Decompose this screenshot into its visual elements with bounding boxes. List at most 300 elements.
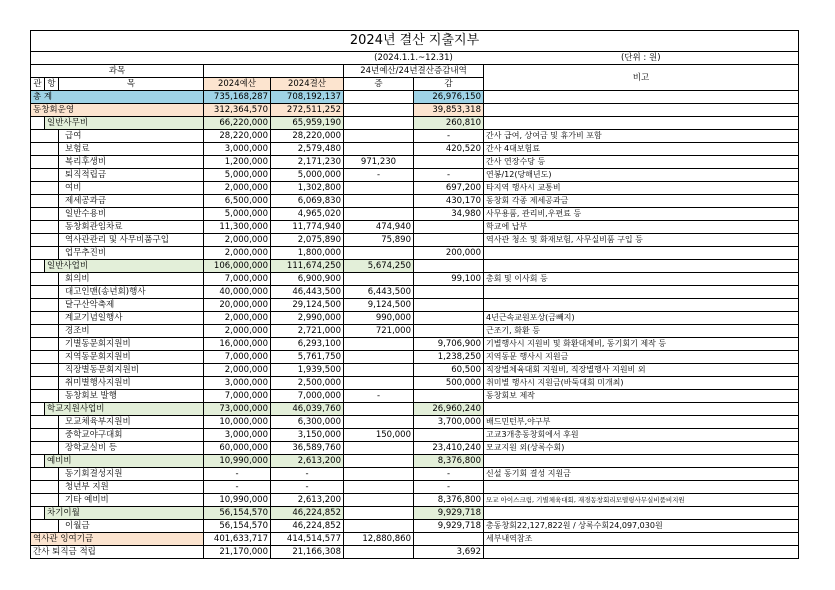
- actual-cell: 29,124,500: [271, 299, 344, 312]
- row-label: 장학교실비 등: [59, 442, 204, 455]
- row-indent: [31, 377, 59, 390]
- row-label: 동창회보 발행: [59, 390, 204, 403]
- budget-cell: 60,000,000: [204, 442, 271, 455]
- remark-cell: 지역동문 행사시 지원금: [484, 351, 799, 364]
- remark-cell: 간사 급여, 상여금 및 휴가비 포함: [484, 130, 799, 143]
- decrease-cell: 430,170: [414, 195, 484, 208]
- table-row: [31, 442, 799, 455]
- actual-cell: 6,900,900: [271, 273, 344, 286]
- budget-cell: 11,300,000: [204, 221, 271, 234]
- actual-cell: 36,589,760: [271, 442, 344, 455]
- row-indent: [31, 325, 59, 338]
- increase-cell: [344, 416, 414, 429]
- decrease-cell: 26,960,240: [414, 403, 484, 416]
- remark-cell: [484, 546, 799, 559]
- table-row: [31, 195, 799, 208]
- budget-cell: 1,200,000: [204, 156, 271, 169]
- row-indent: [31, 169, 59, 182]
- row-indent: [31, 390, 59, 403]
- remark-cell: 타지역 행사시 교통비: [484, 182, 799, 195]
- remark-cell: 직장별체육대회 지원비, 직장별행사 지원비 외: [484, 364, 799, 377]
- header-decrease: 감: [414, 78, 484, 91]
- row-label: 기별동문회지원비: [59, 338, 204, 351]
- actual-cell: 4,965,020: [271, 208, 344, 221]
- table-row: [31, 390, 799, 403]
- row-label: 급여: [59, 130, 204, 143]
- header-mok: 목: [59, 78, 204, 91]
- actual-cell: 1,939,500: [271, 364, 344, 377]
- decrease-cell: 34,980: [414, 208, 484, 221]
- decrease-cell: [414, 260, 484, 273]
- row-indent: [31, 273, 59, 286]
- actual-cell: 6,293,100: [271, 338, 344, 351]
- period: (2024.1.1.~12.31): [374, 53, 453, 63]
- row-label: 여비: [59, 182, 204, 195]
- row-label: 일반수용비: [59, 208, 204, 221]
- decrease-cell: 9,929,718: [414, 507, 484, 520]
- decrease-cell: 9,706,900: [414, 338, 484, 351]
- budget-cell: 2,000,000: [204, 364, 271, 377]
- remark-cell: [484, 247, 799, 260]
- table-row: [31, 260, 799, 273]
- row-label: 간사 퇴직금 적립: [31, 546, 204, 559]
- decrease-cell: 60,500: [414, 364, 484, 377]
- table-row: [31, 208, 799, 221]
- row-indent: [31, 312, 59, 325]
- increase-cell: [344, 494, 414, 507]
- actual-cell: -: [271, 481, 344, 494]
- budget-cell: 2,000,000: [204, 182, 271, 195]
- table-row: [31, 533, 799, 546]
- increase-cell: [344, 442, 414, 455]
- increase-cell: [344, 364, 414, 377]
- row-label: 총 계: [31, 91, 204, 104]
- budget-cell: 66,220,000: [204, 117, 271, 130]
- increase-cell: [344, 273, 414, 286]
- row-indent: [31, 143, 59, 156]
- increase-cell: 971,230: [344, 156, 414, 169]
- table-row: [31, 169, 799, 182]
- budget-cell: 2,000,000: [204, 247, 271, 260]
- table-row: [31, 247, 799, 260]
- unit-label: (단위 : 원): [484, 52, 799, 65]
- budget-cell: 2,000,000: [204, 325, 271, 338]
- row-indent: [31, 195, 59, 208]
- budget-cell: 10,000,000: [204, 416, 271, 429]
- budget-cell: 16,000,000: [204, 338, 271, 351]
- actual-cell: 28,220,000: [271, 130, 344, 143]
- table-row: [31, 403, 799, 416]
- remark-cell: 모교지원 외(상록수회): [484, 442, 799, 455]
- remark-cell: 동창회보 제작: [484, 390, 799, 403]
- row-label: 예비비: [45, 455, 204, 468]
- row-label: 달구산악축제: [59, 299, 204, 312]
- remark-cell: [484, 455, 799, 468]
- row-indent: [31, 481, 59, 494]
- actual-cell: 2,171,230: [271, 156, 344, 169]
- header-compare-group: 24년예산/24년결산증감내역: [344, 65, 484, 78]
- actual-cell: 111,674,250: [271, 260, 344, 273]
- table-row: [31, 481, 799, 494]
- increase-cell: 150,000: [344, 429, 414, 442]
- table-row: [31, 377, 799, 390]
- actual-cell: 7,000,000: [271, 390, 344, 403]
- budget-cell: 735,168,287: [204, 91, 271, 104]
- budget-cell: 5,000,000: [204, 169, 271, 182]
- row-indent: [31, 117, 45, 130]
- remark-cell: 총회 및 이사회 등: [484, 273, 799, 286]
- budget-cell: 10,990,000: [204, 494, 271, 507]
- row-indent: [31, 364, 59, 377]
- actual-cell: -: [271, 468, 344, 481]
- budget-cell: -: [204, 481, 271, 494]
- remark-cell: [484, 104, 799, 117]
- budget-cell: 2,000,000: [204, 234, 271, 247]
- table-row: [31, 494, 799, 507]
- actual-cell: 46,039,760: [271, 403, 344, 416]
- table-row: [31, 143, 799, 156]
- budget-cell: 7,000,000: [204, 390, 271, 403]
- row-label: 취미별행사지원비: [59, 377, 204, 390]
- remark-cell: 4년근속교원포상(금빼지): [484, 312, 799, 325]
- remark-cell: 총동창회22,127,822원 / 상록수회24,097,030원: [484, 520, 799, 533]
- remark-cell: 동창회 각종 제세공과금: [484, 195, 799, 208]
- actual-cell: 3,150,000: [271, 429, 344, 442]
- table-row: [31, 546, 799, 559]
- remark-cell: [484, 507, 799, 520]
- budget-cell: 7,000,000: [204, 273, 271, 286]
- row-label: 업무추진비: [59, 247, 204, 260]
- row-label: 동기회결성지원: [59, 468, 204, 481]
- increase-cell: 990,000: [344, 312, 414, 325]
- actual-cell: 2,075,890: [271, 234, 344, 247]
- decrease-cell: -: [414, 481, 484, 494]
- row-indent: [31, 338, 59, 351]
- table-body: [31, 91, 799, 559]
- remark-cell: 배드민턴부,야구부: [484, 416, 799, 429]
- decrease-cell: 260,810: [414, 117, 484, 130]
- budget-cell: -: [204, 468, 271, 481]
- actual-cell: 6,069,830: [271, 195, 344, 208]
- remark-cell: [484, 299, 799, 312]
- row-label: 일반사업비: [45, 260, 204, 273]
- header-hang: 항: [45, 78, 59, 91]
- remark-cell: 모교 아이스크림, 기별체육대회, 재경동창회리모델링사무실비품비지원: [484, 494, 799, 507]
- actual-cell: 2,721,000: [271, 325, 344, 338]
- row-label: 회의비: [59, 273, 204, 286]
- decrease-cell: [414, 325, 484, 338]
- remark-cell: [484, 286, 799, 299]
- decrease-cell: 26,976,150: [414, 91, 484, 104]
- row-indent: [31, 260, 45, 273]
- row-label: 이월금: [59, 520, 204, 533]
- header-item: 과목: [31, 65, 204, 78]
- table-row: [31, 104, 799, 117]
- budget-cell: 5,000,000: [204, 208, 271, 221]
- decrease-cell: [414, 286, 484, 299]
- increase-cell: [344, 481, 414, 494]
- document-title: 2024년 결산 지출지부: [31, 31, 799, 52]
- actual-cell: 5,000,000: [271, 169, 344, 182]
- actual-cell: 272,511,252: [271, 104, 344, 117]
- table-row: [31, 416, 799, 429]
- row-label: 중학교야구대회: [59, 429, 204, 442]
- remark-cell: 세부내역참조: [484, 533, 799, 546]
- row-label: 퇴직적립금: [59, 169, 204, 182]
- increase-cell: [344, 117, 414, 130]
- decrease-cell: 3,700,000: [414, 416, 484, 429]
- remark-cell: 기별행사시 지원비 및 화환대체비, 동기회기 제작 등: [484, 338, 799, 351]
- row-label: 역사관관리 및 사무비품구입: [59, 234, 204, 247]
- decrease-cell: 500,000: [414, 377, 484, 390]
- table-row: [31, 351, 799, 364]
- increase-cell: 6,443,500: [344, 286, 414, 299]
- table-row: [31, 182, 799, 195]
- table-row: [31, 325, 799, 338]
- header-budget: 2024예산: [204, 78, 271, 91]
- table-row: [31, 117, 799, 130]
- budget-cell: 73,000,000: [204, 403, 271, 416]
- remark-cell: 연봉/12(당해년도): [484, 169, 799, 182]
- increase-cell: [344, 377, 414, 390]
- decrease-cell: 8,376,800: [414, 455, 484, 468]
- decrease-cell: [414, 429, 484, 442]
- table-row: [31, 507, 799, 520]
- table-row: [31, 338, 799, 351]
- actual-cell: 1,302,800: [271, 182, 344, 195]
- budget-cell: 106,000,000: [204, 260, 271, 273]
- row-indent: [31, 351, 59, 364]
- remark-cell: [484, 91, 799, 104]
- decrease-cell: 420,520: [414, 143, 484, 156]
- decrease-cell: 99,100: [414, 273, 484, 286]
- budget-cell: 10,990,000: [204, 455, 271, 468]
- header-gwan: 관: [31, 78, 45, 91]
- row-indent: [31, 455, 45, 468]
- table-row: [31, 364, 799, 377]
- table-row: [31, 91, 799, 104]
- decrease-cell: -: [414, 169, 484, 182]
- increase-cell: [344, 143, 414, 156]
- row-label: 복리후생비: [59, 156, 204, 169]
- row-indent: [31, 468, 59, 481]
- budget-cell: 21,170,000: [204, 546, 271, 559]
- row-indent: [31, 182, 59, 195]
- table-row: [31, 130, 799, 143]
- remark-cell: 신설 동기회 결성 지원금: [484, 468, 799, 481]
- budget-cell: 28,220,000: [204, 130, 271, 143]
- row-label: 모교체육부지원비: [59, 416, 204, 429]
- row-indent: [31, 494, 59, 507]
- remark-cell: [484, 481, 799, 494]
- actual-cell: 2,613,200: [271, 494, 344, 507]
- budget-cell: 312,364,570: [204, 104, 271, 117]
- actual-cell: 65,959,190: [271, 117, 344, 130]
- actual-cell: 2,500,000: [271, 377, 344, 390]
- decrease-cell: [414, 234, 484, 247]
- decrease-cell: 697,200: [414, 182, 484, 195]
- budget-cell: 2,000,000: [204, 312, 271, 325]
- table-row: [31, 429, 799, 442]
- increase-cell: [344, 182, 414, 195]
- remark-cell: [484, 117, 799, 130]
- increase-cell: 5,674,250: [344, 260, 414, 273]
- row-label: 차기이월: [45, 507, 204, 520]
- row-indent: [31, 520, 59, 533]
- budget-cell: 40,000,000: [204, 286, 271, 299]
- header-actual: 2024결산: [271, 78, 344, 91]
- row-label: 대고인맨(송년회)행사: [59, 286, 204, 299]
- budget-sheet: [30, 30, 798, 559]
- actual-cell: 11,774,940: [271, 221, 344, 234]
- budget-cell: 20,000,000: [204, 299, 271, 312]
- row-label: 동창회운영: [31, 104, 204, 117]
- decrease-cell: [414, 533, 484, 546]
- table-row: [31, 286, 799, 299]
- row-indent: [31, 286, 59, 299]
- increase-cell: [344, 338, 414, 351]
- row-label: 제세공과금: [59, 195, 204, 208]
- table-row: [31, 468, 799, 481]
- row-label: 계교기념일행사: [59, 312, 204, 325]
- actual-cell: 46,224,852: [271, 507, 344, 520]
- actual-cell: 2,579,480: [271, 143, 344, 156]
- row-label: 동창회관임차료: [59, 221, 204, 234]
- decrease-cell: [414, 312, 484, 325]
- decrease-cell: [414, 156, 484, 169]
- expense-table: [30, 30, 799, 559]
- increase-cell: [344, 91, 414, 104]
- remark-cell: 간사 4대보험료: [484, 143, 799, 156]
- actual-cell: 5,761,750: [271, 351, 344, 364]
- increase-cell: [344, 104, 414, 117]
- table-row: [31, 234, 799, 247]
- budget-cell: 56,154,570: [204, 507, 271, 520]
- row-label: 역사관 잉여기금: [31, 533, 204, 546]
- row-indent: [31, 416, 59, 429]
- budget-cell: 6,500,000: [204, 195, 271, 208]
- increase-cell: [344, 208, 414, 221]
- remark-cell: [484, 403, 799, 416]
- table-row: [31, 455, 799, 468]
- remark-cell: 역사관 청소 및 화재보험, 사무실비품 구입 등: [484, 234, 799, 247]
- header-increase: 증: [344, 78, 414, 91]
- increase-cell: [344, 247, 414, 260]
- row-indent: [31, 299, 59, 312]
- table-row: [31, 273, 799, 286]
- actual-cell: 21,166,308: [271, 546, 344, 559]
- decrease-cell: [414, 221, 484, 234]
- actual-cell: 46,224,852: [271, 520, 344, 533]
- increase-cell: [344, 546, 414, 559]
- increase-cell: [344, 507, 414, 520]
- increase-cell: 9,124,500: [344, 299, 414, 312]
- increase-cell: [344, 468, 414, 481]
- decrease-cell: 23,410,240: [414, 442, 484, 455]
- decrease-cell: [414, 390, 484, 403]
- increase-cell: -: [344, 169, 414, 182]
- increase-cell: [344, 130, 414, 143]
- increase-cell: -: [344, 390, 414, 403]
- row-indent: [31, 234, 59, 247]
- table-row: [31, 156, 799, 169]
- row-indent: [31, 208, 59, 221]
- remark-cell: 취미별 행사시 지원금(바둑대회 미개최): [484, 377, 799, 390]
- decrease-cell: 200,000: [414, 247, 484, 260]
- remark-cell: 근조기, 화환 등: [484, 325, 799, 338]
- budget-cell: 56,154,570: [204, 520, 271, 533]
- increase-cell: 721,000: [344, 325, 414, 338]
- row-indent: [31, 130, 59, 143]
- row-indent: [31, 221, 59, 234]
- increase-cell: [344, 403, 414, 416]
- row-label: 경조비: [59, 325, 204, 338]
- budget-cell: 3,000,000: [204, 143, 271, 156]
- table-row: [31, 312, 799, 325]
- remark-cell: 학교에 납부: [484, 221, 799, 234]
- actual-cell: 1,800,000: [271, 247, 344, 260]
- increase-cell: 474,940: [344, 221, 414, 234]
- increase-cell: 75,890: [344, 234, 414, 247]
- decrease-cell: 8,376,800: [414, 494, 484, 507]
- table-row: [31, 299, 799, 312]
- increase-cell: [344, 351, 414, 364]
- row-label: 청년부 지원: [59, 481, 204, 494]
- increase-cell: [344, 520, 414, 533]
- decrease-cell: 39,853,318: [414, 104, 484, 117]
- budget-cell: 7,000,000: [204, 351, 271, 364]
- actual-cell: 2,990,000: [271, 312, 344, 325]
- row-indent: [31, 507, 45, 520]
- table-row: [31, 520, 799, 533]
- actual-cell: 708,192,137: [271, 91, 344, 104]
- remark-cell: [484, 260, 799, 273]
- budget-cell: 401,633,717: [204, 533, 271, 546]
- increase-cell: 12,880,860: [344, 533, 414, 546]
- decrease-cell: [414, 299, 484, 312]
- row-label: 직장별동문회지원비: [59, 364, 204, 377]
- increase-cell: [344, 195, 414, 208]
- decrease-cell: 1,238,250: [414, 351, 484, 364]
- decrease-cell: 9,929,718: [414, 520, 484, 533]
- header-remark: 비고: [484, 65, 799, 91]
- remark-cell: 고교3개총동창회에서 후원: [484, 429, 799, 442]
- row-label: 일반사무비: [45, 117, 204, 130]
- row-indent: [31, 429, 59, 442]
- row-label: 학교지원사업비: [45, 403, 204, 416]
- row-indent: [31, 403, 45, 416]
- decrease-cell: 3,692: [414, 546, 484, 559]
- remark-cell: 간사 연장수당 등: [484, 156, 799, 169]
- remark-cell: 사무용품, 관리비,우편료 등: [484, 208, 799, 221]
- budget-cell: 3,000,000: [204, 429, 271, 442]
- row-indent: [31, 156, 59, 169]
- row-label: 보험료: [59, 143, 204, 156]
- row-label: 지역동문회지원비: [59, 351, 204, 364]
- decrease-cell: -: [414, 468, 484, 481]
- actual-cell: 2,613,200: [271, 455, 344, 468]
- increase-cell: [344, 455, 414, 468]
- row-indent: [31, 442, 59, 455]
- table-row: [31, 221, 799, 234]
- actual-cell: 46,443,500: [271, 286, 344, 299]
- actual-cell: 6,300,000: [271, 416, 344, 429]
- decrease-cell: -: [414, 130, 484, 143]
- actual-cell: 414,514,577: [271, 533, 344, 546]
- row-label: 기타 예비비: [59, 494, 204, 507]
- budget-cell: 3,000,000: [204, 377, 271, 390]
- row-indent: [31, 247, 59, 260]
